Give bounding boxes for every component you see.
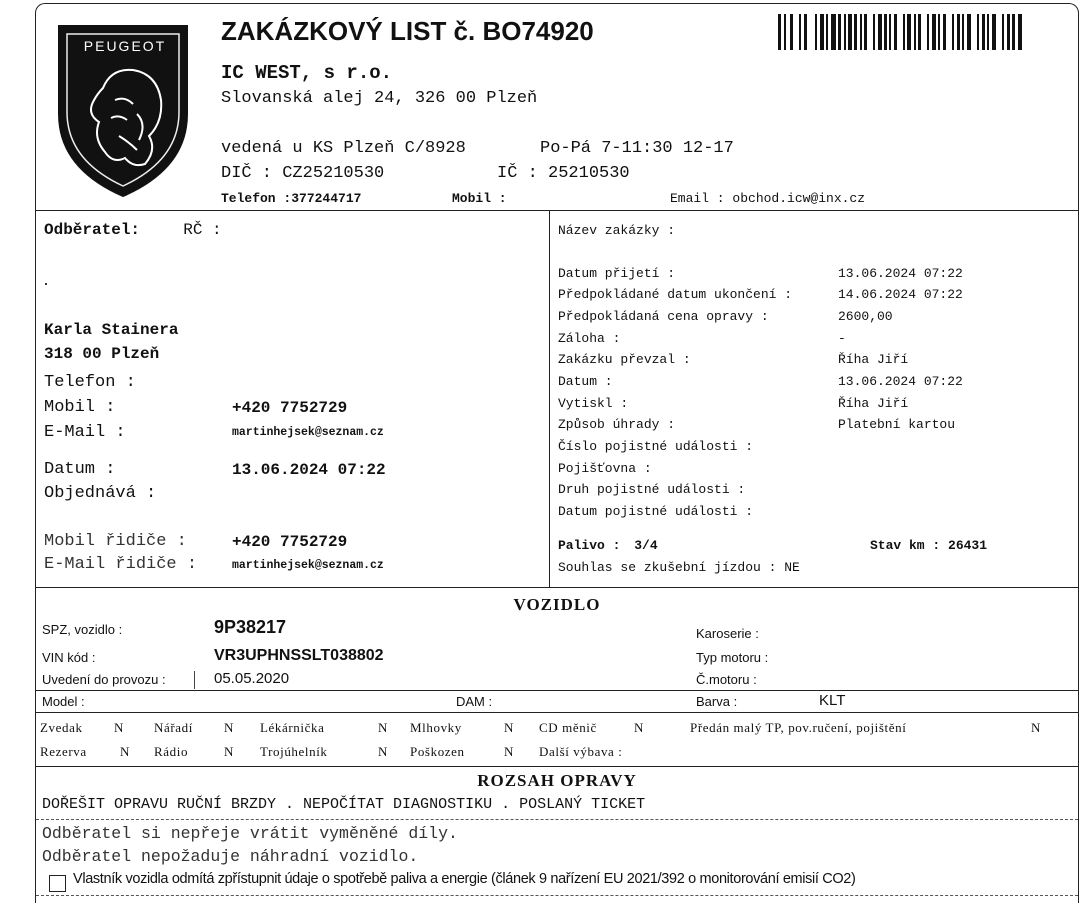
order-row-label: Předpokládané datum ukončení : [558, 287, 793, 302]
spz-value: 9P38217 [214, 617, 287, 637]
email-ridice-value: martinhejsek@seznam.cz [232, 559, 384, 572]
equipment-label: Lékárnička [260, 720, 325, 735]
mobil-label: Mobil : [44, 398, 116, 417]
company-dic: DIČ : CZ25210530 [221, 164, 385, 183]
equipment-value: N [504, 720, 514, 735]
rc-label: RČ : [183, 221, 222, 239]
equipment-label: Další výbava : [539, 744, 623, 759]
note-replacement-car: Odběratel nepožaduje náhradní vozidlo. [42, 847, 419, 866]
equipment-value: N [224, 744, 234, 759]
order-row-value: 13.06.2024 07:22 [838, 374, 963, 389]
customer-label: Odběratel: [44, 221, 141, 239]
order-row-label: Způsob úhrady : [558, 417, 676, 432]
email-value: martinhejsek@seznam.cz [232, 426, 384, 439]
company-registry: vedená u KS Plzeň C/8928 [221, 139, 466, 158]
typ-motoru-label: Typ motoru : [696, 650, 769, 665]
provoz-label: Uvedení do provozu : [42, 672, 166, 687]
mobil-ridice-value: +420 7752729 [232, 533, 348, 551]
company-phone: Telefon :377244717 [221, 191, 362, 206]
model-label: Model : [42, 694, 85, 709]
customer-label-line [44, 221, 222, 239]
equipment-label: Trojúhelník [260, 744, 328, 759]
order-row-label: Vytiskl : [558, 396, 629, 411]
equipment-label: Předán malý TP, pov.ručení, pojištění [690, 720, 907, 735]
souhlas-jizda: Souhlas se zkušební jízdou : NE [558, 560, 800, 575]
equipment-value: N [224, 720, 234, 735]
order-row-label: Číslo pojistné události : [558, 439, 754, 454]
order-row-value: 2600,00 [838, 309, 893, 324]
equipment-value: N [114, 720, 124, 735]
email-label: E-Mail : [44, 423, 126, 442]
equipment-label: CD měnič [539, 720, 597, 735]
company-email: Email : obchod.icw@inx.cz [670, 191, 866, 206]
equipment-value: N [378, 720, 388, 735]
equipment-label: Nářadí [154, 720, 193, 735]
c-motoru-label: Č.motoru : [696, 672, 757, 687]
objednava-label: Objednává : [44, 484, 157, 503]
order-sheet [35, 3, 1079, 903]
equipment-label: Rádio [154, 744, 189, 759]
datum-value: 13.06.2024 07:22 [232, 461, 386, 479]
mobil-value: +420 7752729 [232, 399, 348, 417]
barva-label: Barva : [696, 694, 738, 709]
company-address: Slovanská alej 24, 326 00 Plzeň [221, 89, 538, 108]
order-row-label: Pojišťovna : [558, 461, 652, 476]
order-row-value: 14.06.2024 07:22 [838, 287, 963, 302]
order-row-label: Druh pojistné události : [558, 482, 746, 497]
mobil-ridice-label: Mobil řidiče : [44, 532, 187, 551]
equipment-value: N [1031, 720, 1041, 735]
company-ic: IČ : 25210530 [497, 164, 630, 183]
document-title: ZAKÁZKOVÝ LIST č. BO74920 [221, 16, 594, 46]
barcode [778, 14, 1060, 50]
order-row-value: 13.06.2024 07:22 [838, 266, 963, 281]
opening-hours: Po-Pá 7-11:30 12-17 [540, 139, 734, 158]
consent-text: Vlastník vozidla odmítá zpřístupnit údaje o spotřebě paliva a energie (článek 9 nařízení EU 2021/392 o monitorování emisií CO2) [73, 871, 856, 887]
brand-name: PEUGEOT [83, 38, 167, 54]
email-ridice-label: E-Mail řidiče : [44, 555, 198, 574]
order-row-label: Datum přijetí : [558, 266, 676, 281]
note-return-parts: Odběratel si nepřeje vrátit vyměněné díly. [42, 824, 458, 843]
palivo-value: 3/4 [634, 538, 658, 553]
provoz-value: 05.05.2020 [214, 670, 290, 687]
telefon-label: Telefon : [44, 373, 136, 392]
order-row-label: Datum : [558, 374, 613, 389]
consent-checkbox[interactable] [49, 875, 66, 892]
order-row-value: Říha Jiří [838, 396, 909, 411]
order-row-value: - [838, 331, 846, 346]
equipment-value: N [504, 744, 514, 759]
order-row-label: Předpokládaná cena opravy : [558, 309, 769, 324]
datum-label: Datum : [44, 460, 116, 479]
equipment-value: N [634, 720, 644, 735]
repair-description: DOŘEŠIT OPRAVU RUČNÍ BRZDY . NEPOČÍTAT DIAGNOSTIKU . POSLANÝ TICKET [42, 796, 646, 813]
repair-heading: ROZSAH OPRAVY [477, 771, 637, 790]
order-row-label: Datum pojistné události : [558, 504, 754, 519]
vin-label: VIN kód : [42, 650, 96, 665]
equipment-label: Mlhovky [410, 720, 462, 735]
vehicle-heading: VOZIDLO [513, 595, 601, 614]
equipment-value: N [120, 744, 130, 759]
company-name: IC WEST, s r.o. [221, 62, 393, 84]
order-row-value: Platební kartou [838, 417, 956, 432]
equipment-label: Poškozen [410, 744, 465, 759]
company-mobile: Mobil : [452, 191, 507, 206]
zakazka-name-label: Název zakázky : [558, 223, 676, 238]
equipment-value: N [378, 744, 388, 759]
order-row-label: Zakázku převzal : [558, 352, 691, 367]
palivo-label: Palivo : [558, 538, 621, 553]
order-row-label: Záloha : [558, 331, 621, 346]
stav-km: Stav km : 26431 [870, 538, 988, 553]
dot-mark [45, 283, 47, 285]
order-row-value: Říha Jiří [838, 352, 909, 367]
customer-city: 318 00 Plzeň [44, 345, 160, 363]
customer-name: Karla Stainera [44, 321, 179, 339]
vin-value: VR3UPHNSSLT038802 [214, 647, 384, 664]
palivo-line [558, 538, 658, 553]
karoserie-label: Karoserie : [696, 626, 759, 641]
spz-label: SPZ, vozidlo : [42, 622, 123, 637]
dam-label: DAM : [456, 694, 493, 709]
equipment-label: Zvedak [40, 720, 83, 735]
barva-value: KLT [819, 692, 846, 709]
equipment-label: Rezerva [40, 744, 87, 759]
